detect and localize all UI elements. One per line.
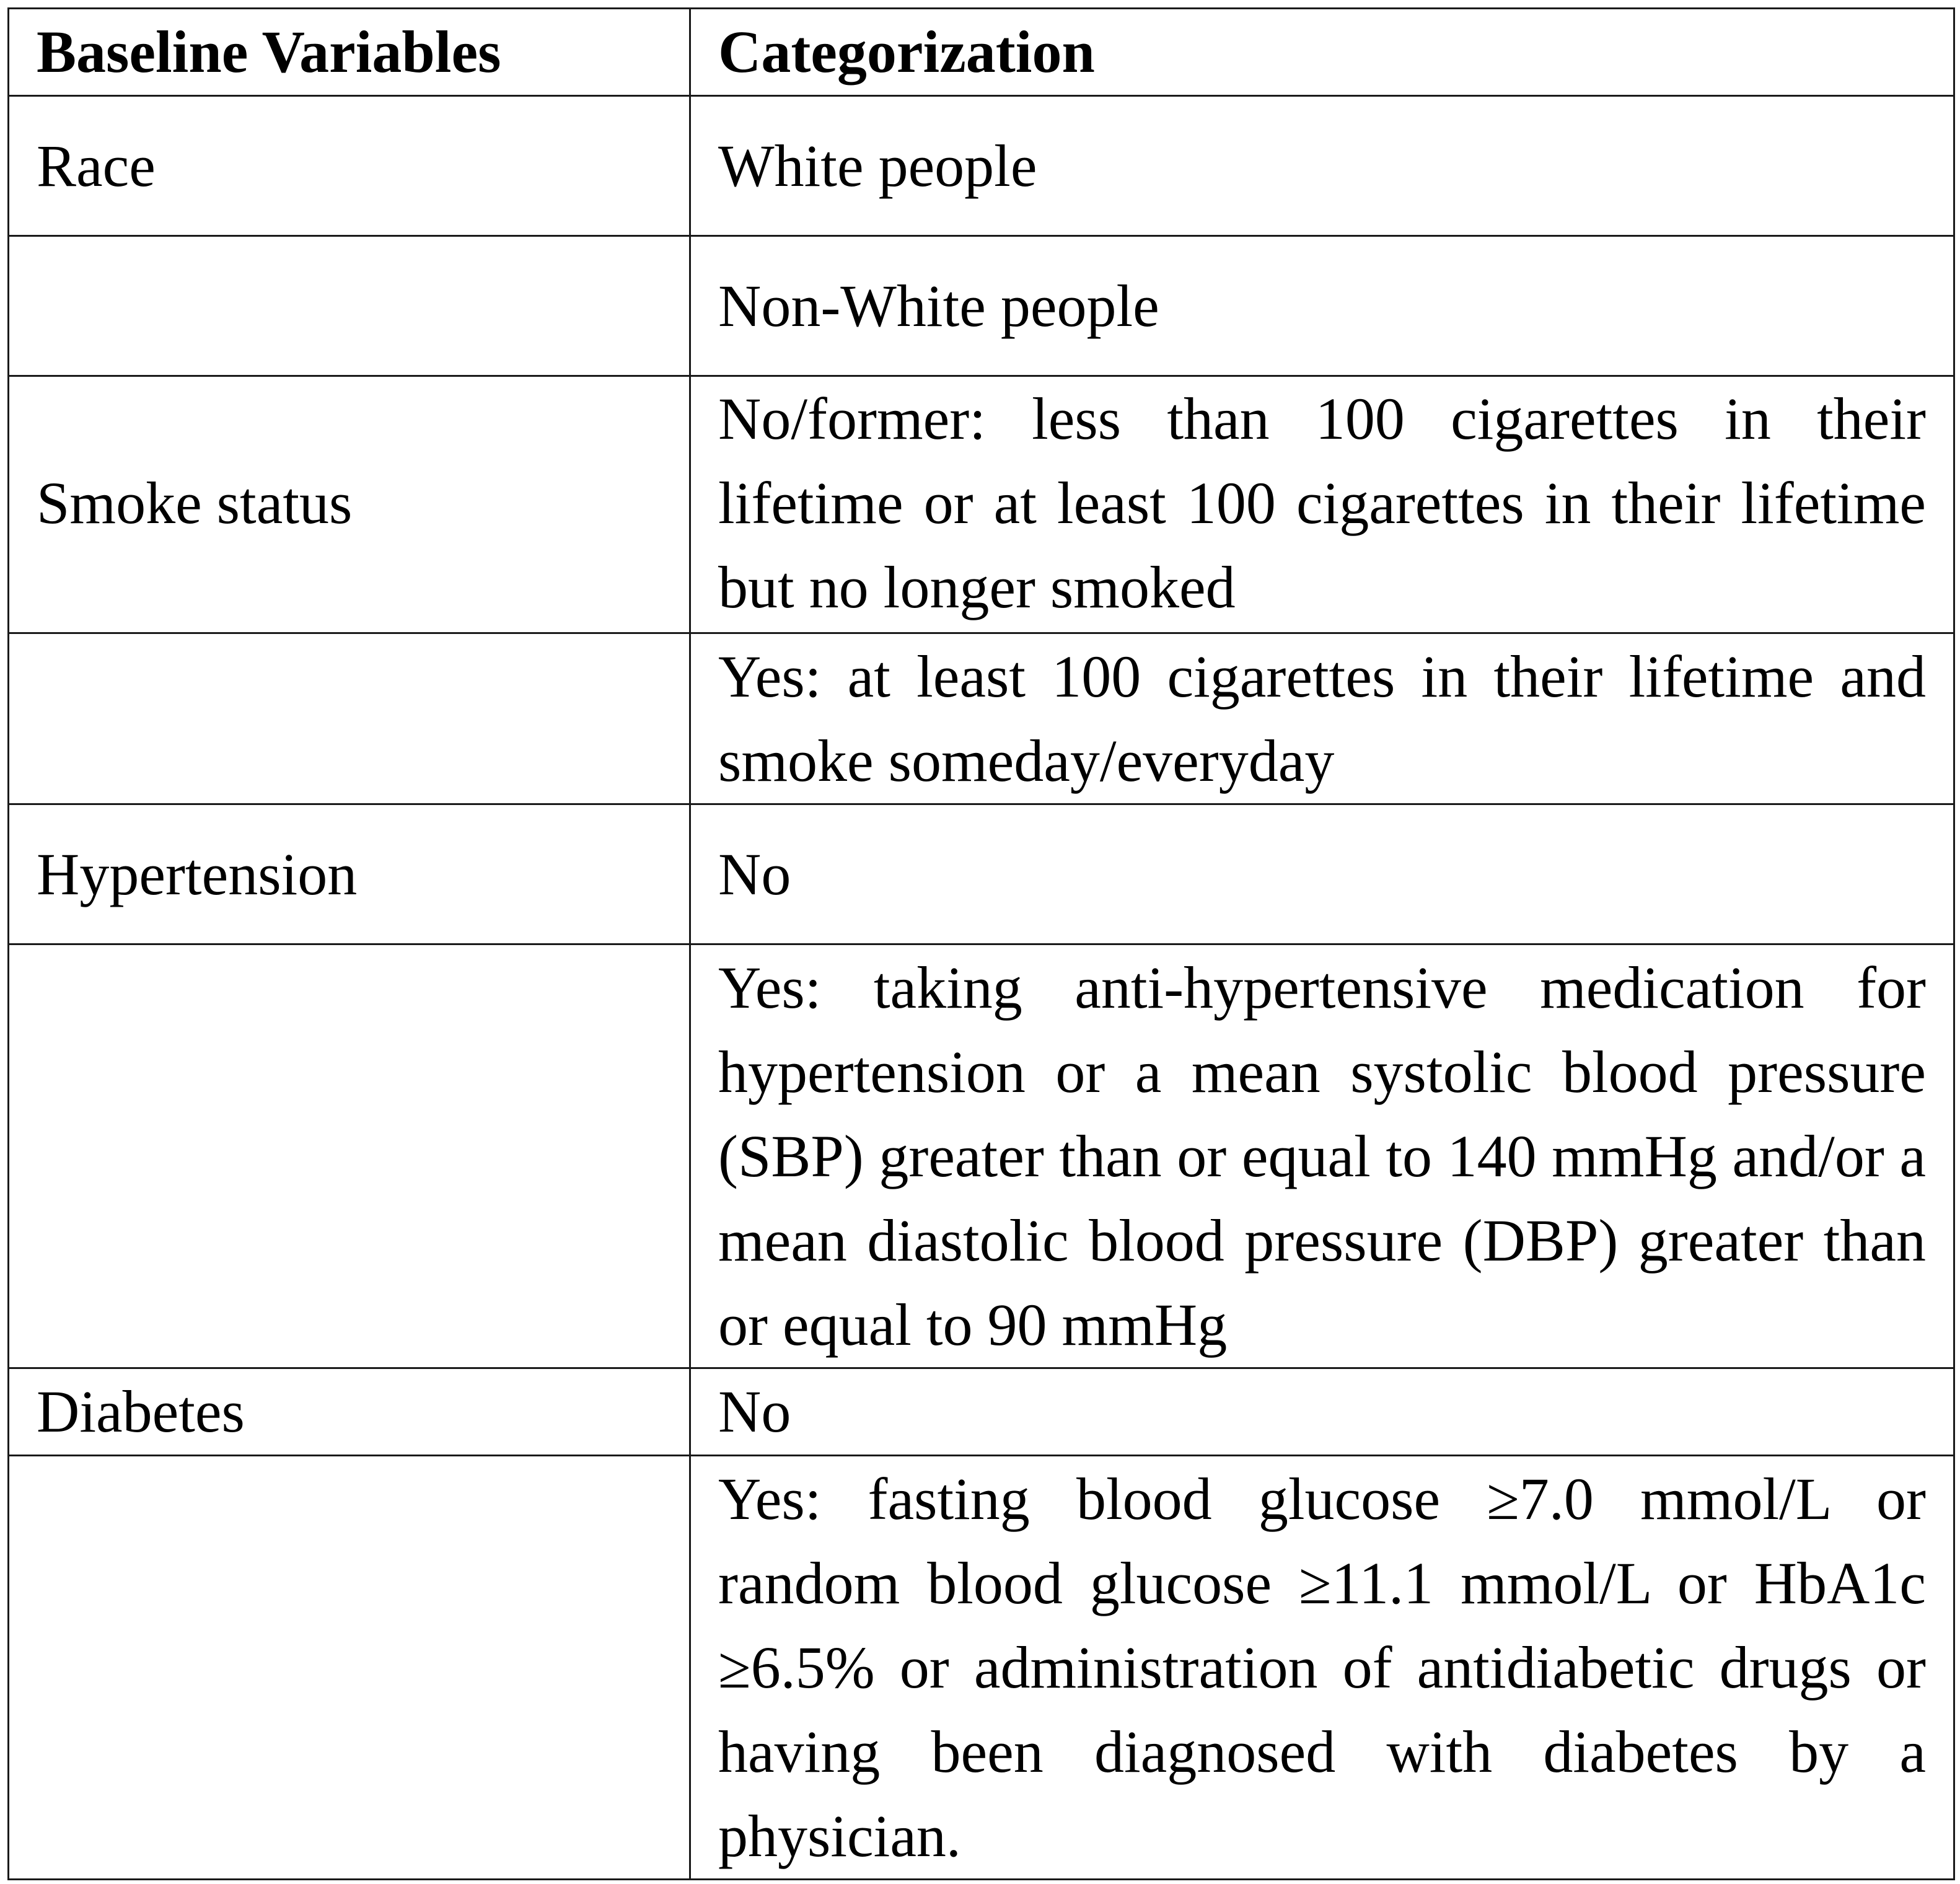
table-row [9,236,1954,376]
variable-cell [9,633,690,804]
categorization-cell: Yes: at least 100 cigarettes in their lifetime and smoke someday/everyday [690,633,1954,804]
baseline-variables-table [7,7,1955,1880]
categorization-cell: Yes: taking anti-hypertensive medication for hypertension or a mean systolic blood pressure (SBP) greater than or equal to 140 mmHg and/or a mean diastolic blood pressure (DBP) greater than or equal to 90 mmHg [690,944,1954,1368]
categorization-cell: No/former: less than 100 cigarettes in their lifetime or at least 100 cigarettes in their lifetime but no longer smoked [690,376,1954,633]
variable-cell: Diabetes [9,1368,690,1456]
baseline-variables-table-container [7,7,1953,1880]
table-row [9,633,1954,804]
categorization-cell: Yes: fasting blood glucose ≥7.0 mmol/L or random blood glucose ≥11.1 mmol/L or HbA1c ≥6.5% or administration of antidiabetic drugs or having been diagnosed with diabetes by a physician. [690,1456,1954,1880]
table-row [9,376,1954,633]
header-categorization: Categorization [690,9,1954,96]
table-row [9,804,1954,944]
categorization-cell: No [690,1368,1954,1456]
variable-cell: Hypertension [9,804,690,944]
table-row [9,944,1954,1368]
table-row [9,1368,1954,1456]
variable-cell: Race [9,96,690,236]
categorization-cell: White people [690,96,1954,236]
categorization-cell: Non-White people [690,236,1954,376]
variable-cell [9,944,690,1368]
variable-cell: Smoke status [9,376,690,633]
header-baseline-variables: Baseline Variables [9,9,690,96]
table-row [9,96,1954,236]
table-header-row [9,9,1954,96]
variable-cell [9,236,690,376]
variable-cell [9,1456,690,1880]
categorization-cell: No [690,804,1954,944]
table-row [9,1456,1954,1880]
